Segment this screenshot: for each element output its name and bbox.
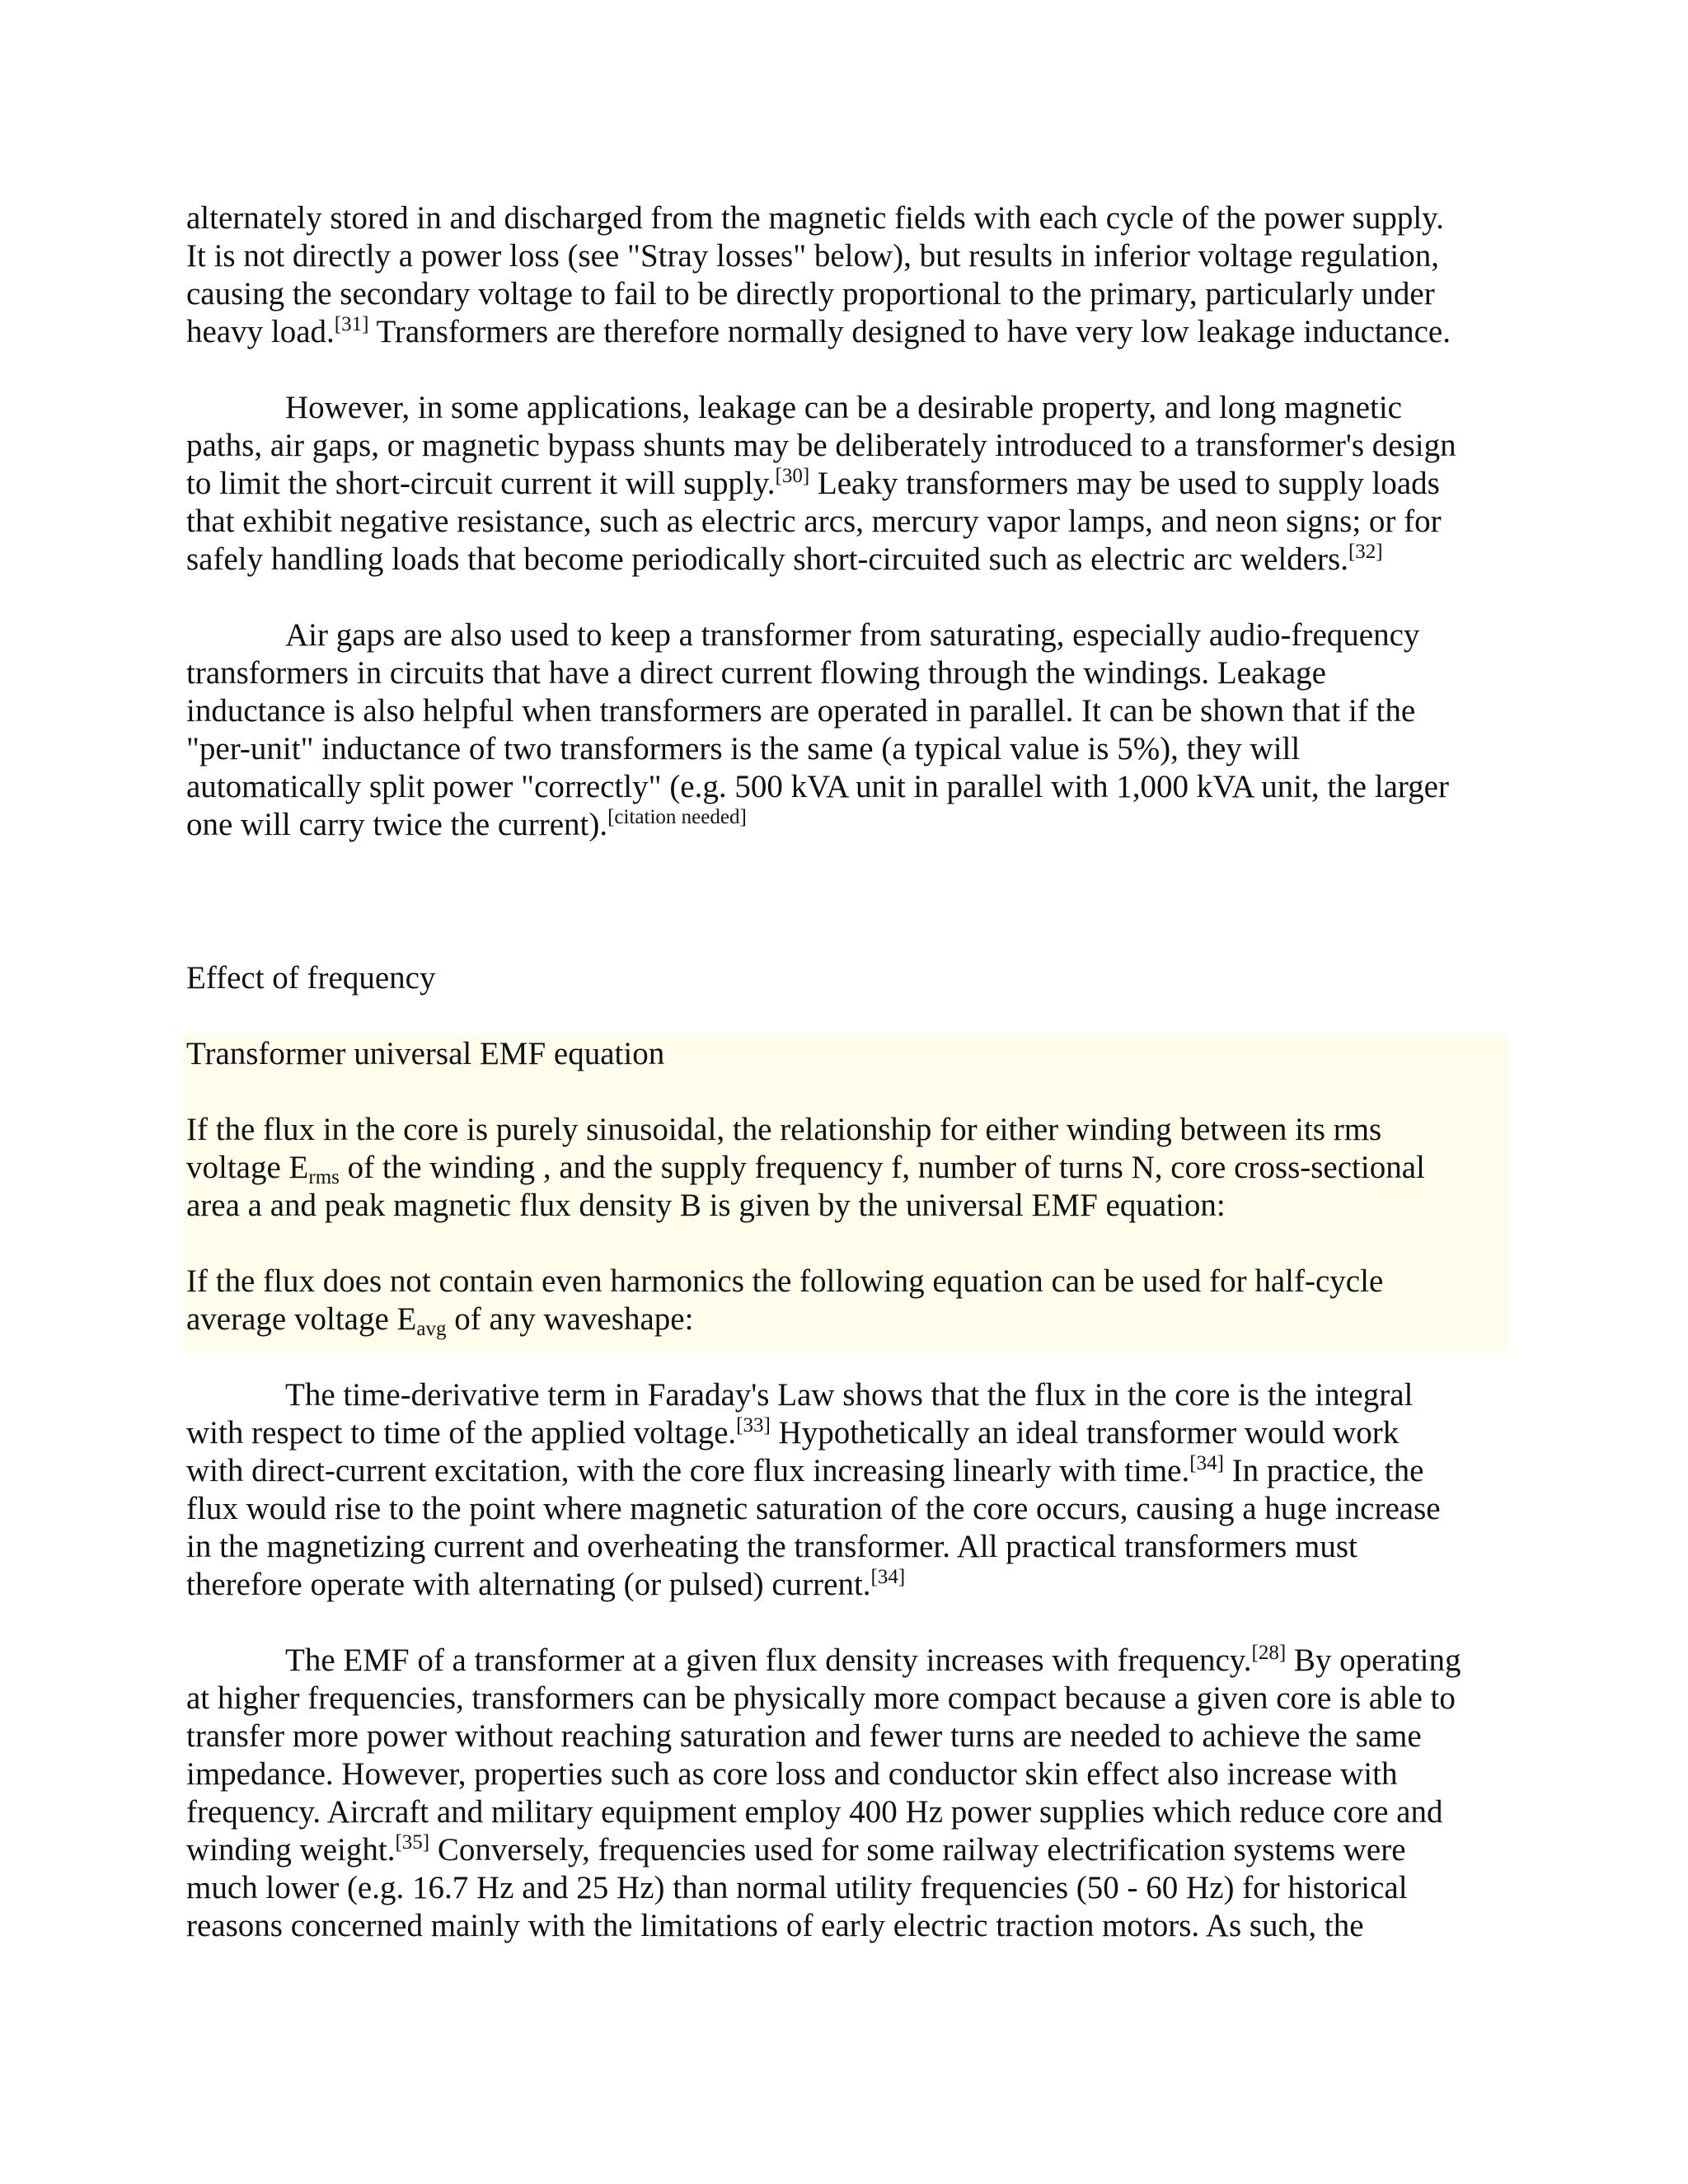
citation-34[interactable]: [34]: [870, 1566, 906, 1588]
text-line: inductance is also helpful when transformers are operated in parallel. It can be shown that if the: [186, 693, 1416, 729]
text-line: [186, 1831, 1522, 1869]
paragraph-emf-half-cycle: [186, 1263, 1522, 1338]
text-line: area a and peak magnetic flux density B is given by the universal EMF equation:: [186, 1188, 1226, 1223]
text-fragment: Conversely, frequencies used for some railway electrification systems were: [429, 1832, 1406, 1868]
text-line: The time-derivative term in Faraday's Law shows that the flux in the core is the integral: [285, 1377, 1414, 1413]
text-line: If the flux does not contain even harmonics the following equation can be used for half-cycle: [186, 1263, 1384, 1299]
text-line: alternately stored in and discharged from the magnetic fields with each cycle of the power supply.: [186, 200, 1444, 236]
text-fragment: average voltage E: [186, 1301, 417, 1337]
text-line: flux would rise to the point where magnetic saturation of the core occurs, causing a huge increase: [186, 1491, 1441, 1526]
text-line: [186, 313, 1522, 351]
text-line: [186, 541, 1522, 579]
text-fragment: to limit the short-circuit current it will supply.: [186, 466, 776, 501]
text-fragment: The EMF of a transformer at a given flux density increases with frequency.: [285, 1643, 1252, 1678]
text-line: causing the secondary voltage to fail to be directly proportional to the primary, particularly under: [186, 276, 1435, 312]
text-line: that exhibit negative resistance, such as electric arcs, mercury vapor lamps, and neon signs; or for: [186, 504, 1442, 539]
subscript-rms: rms: [308, 1166, 340, 1188]
paragraph-frequency-effects: [186, 1642, 1522, 1945]
paragraph-faraday-law: [186, 1376, 1522, 1604]
text-fragment: safely handling loads that become periodically short-circuited such as electric arc welders.: [186, 541, 1348, 577]
paragraph-emf-sinusoidal: [186, 1111, 1522, 1225]
text-fragment: In practice, the: [1223, 1453, 1424, 1488]
text-line: paths, air gaps, or magnetic bypass shunts may be deliberately introduced to a transformer's design: [186, 428, 1456, 463]
text-fragment: with respect to time of the applied voltage.: [186, 1415, 737, 1451]
text-fragment: with direct-current excitation, with the core flux increasing linearly with time.: [186, 1453, 1190, 1488]
text-fragment: voltage E: [186, 1150, 309, 1185]
text-line: at higher frequencies, transformers can be physically more compact because a given core is able to: [186, 1680, 1456, 1716]
text-fragment: winding weight.: [186, 1832, 396, 1868]
citation-31[interactable]: [31]: [334, 313, 369, 335]
citation-34[interactable]: [34]: [1189, 1452, 1224, 1474]
text-line: [186, 1566, 1522, 1604]
subscript-avg: avg: [416, 1318, 447, 1340]
text-line: impedance. However, properties such as core loss and conductor skin effect also increase with: [186, 1756, 1398, 1792]
text-fragment: Hypothetically an ideal transformer would work: [770, 1415, 1400, 1451]
citation-needed[interactable]: [citation needed]: [607, 806, 747, 828]
text-line: [186, 1301, 1522, 1338]
text-fragment: Leaky transformers may be used to supply loads: [809, 466, 1440, 501]
text-fragment: of the winding , and the supply frequency f, number of turns N, core cross-sectional: [339, 1150, 1425, 1185]
text-fragment: therefore operate with alternating (or pulsed) current.: [186, 1567, 871, 1602]
paragraph-air-gaps: [186, 616, 1522, 844]
paragraph-leakage-applications: [186, 389, 1522, 579]
text-line: transformers in circuits that have a direct current flowing through the windings. Leakage: [186, 655, 1326, 691]
text-line: in the magnetizing current and overheating the transformer. All practical transformers must: [186, 1529, 1357, 1564]
text-line: transfer more power without reaching saturation and fewer turns are needed to achieve the same: [186, 1718, 1422, 1754]
citation-32[interactable]: [32]: [1348, 541, 1383, 563]
text-line: [186, 1149, 1522, 1187]
text-line: automatically split power "correctly" (e.g. 500 kVA unit in parallel with 1,000 kVA unit, the larger: [186, 769, 1449, 804]
citation-28[interactable]: [28]: [1251, 1642, 1287, 1664]
text-line: [186, 1414, 1522, 1452]
text-fragment: heavy load.: [186, 314, 335, 349]
text-line: However, in some applications, leakage can be a desirable property, and long magnetic: [285, 390, 1402, 425]
text-line: frequency. Aircraft and military equipment employ 400 Hz power supplies which reduce core and: [186, 1794, 1443, 1830]
citation-30[interactable]: [30]: [775, 465, 810, 487]
text-line: Air gaps are also used to keep a transformer from saturating, especially audio-frequency: [285, 617, 1420, 653]
text-line: "per-unit" inductance of two transformers is the same (a typical value is 5%), they will: [186, 731, 1301, 766]
text-fragment: By operating: [1286, 1643, 1461, 1678]
text-line: If the flux in the core is purely sinusoidal, the relationship for either winding between its rms: [186, 1112, 1382, 1147]
paragraph-leakage-intro: [186, 199, 1522, 351]
text-line: [186, 1452, 1522, 1490]
text-line: reasons concerned mainly with the limitations of early electric traction motors. As such, the: [186, 1908, 1364, 1943]
text-line: [186, 806, 1522, 844]
text-fragment: one will carry twice the current).: [186, 807, 608, 842]
text-fragment: of any waveshape:: [446, 1301, 694, 1337]
text-line: [186, 465, 1522, 503]
section-heading-effect-of-frequency: Effect of frequency: [186, 960, 436, 996]
text-line: much lower (e.g. 16.7 Hz and 25 Hz) than normal utility frequencies (50 - 60 Hz) for historical: [186, 1870, 1408, 1905]
text-line: [186, 1642, 1522, 1680]
citation-35[interactable]: [35]: [395, 1831, 430, 1854]
text-fragment: Transformers are therefore normally designed to have very low leakage inductance.: [368, 314, 1451, 349]
citation-33[interactable]: [33]: [736, 1414, 771, 1436]
text-line: It is not directly a power loss (see "Stray losses" below), but results in inferior voltage regulation,: [186, 238, 1440, 274]
section-heading-emf-equation: Transformer universal EMF equation: [186, 1036, 665, 1071]
